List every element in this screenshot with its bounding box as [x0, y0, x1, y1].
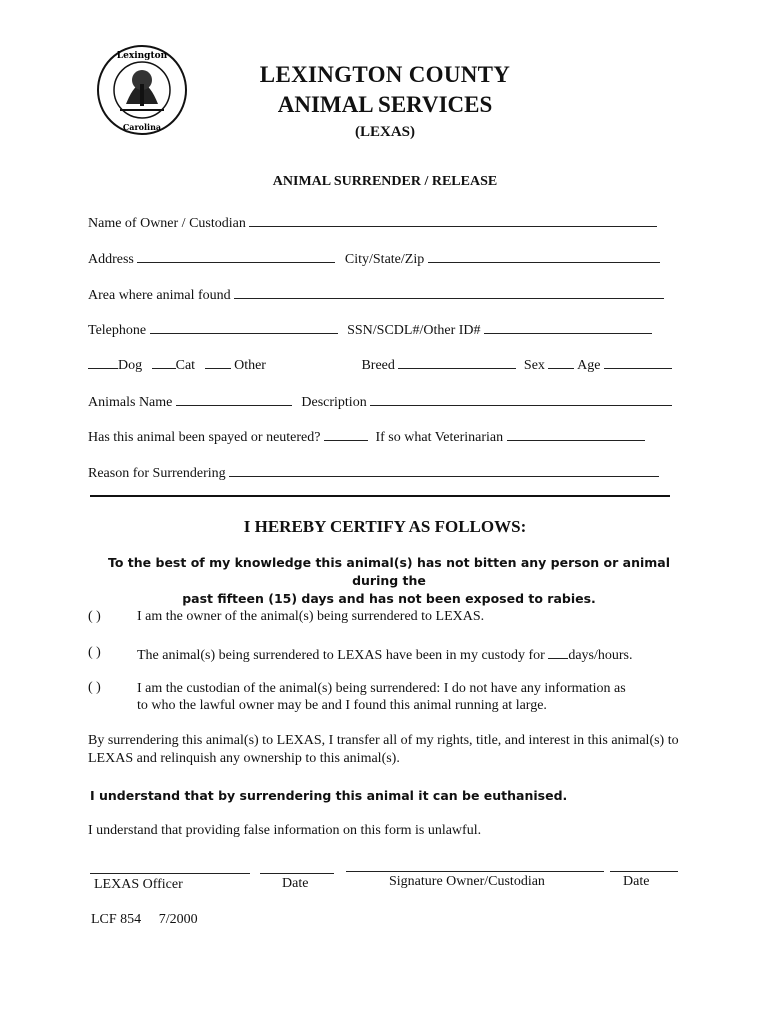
- option-custody-row: [137, 645, 633, 664]
- rabies-statement: [94, 554, 684, 608]
- form-title: ANIMAL SURRENDER / RELEASE: [272, 174, 498, 189]
- org-name-line2: ANIMAL SERVICES: [277, 92, 493, 117]
- svg-text:Lexington: Lexington: [116, 51, 168, 61]
- vet-label: If so what Veterinarian: [375, 430, 504, 445]
- age-label: Age: [577, 358, 601, 373]
- breed-field[interactable]: [398, 355, 516, 369]
- form-footer: [91, 912, 198, 928]
- org-abbrev: (LEXAS): [354, 124, 415, 140]
- dog-label: Dog: [118, 358, 143, 373]
- county-seal: [96, 44, 188, 136]
- ssn-field[interactable]: [484, 320, 652, 334]
- owner-date-label: Date: [623, 874, 650, 889]
- area-row: [88, 285, 664, 304]
- animal-name-field[interactable]: [176, 392, 292, 406]
- reason-extra-line[interactable]: [90, 495, 670, 497]
- other-label: Other: [234, 358, 266, 373]
- city-field[interactable]: [428, 249, 660, 263]
- sex-label: Sex: [523, 358, 545, 373]
- officer-label: LEXAS Officer: [94, 877, 183, 892]
- svg-text:Carolina: Carolina: [122, 122, 162, 132]
- telephone-field[interactable]: [150, 320, 338, 334]
- cat-check[interactable]: [152, 355, 176, 369]
- spayed-field[interactable]: [324, 427, 368, 441]
- transfer-statement: By surrendering this animal(s) to LEXAS, I transfer all of my rights, title, and interest in this animal(s) to LEXAS and relinquish any ownership to this animal(s).: [88, 733, 679, 766]
- option-owner-text: I am the owner of the animal(s) being surrendered to LEXAS.: [137, 609, 485, 624]
- spayed-label: Has this animal been spayed or neutered?: [88, 430, 321, 445]
- other-check[interactable]: [205, 355, 231, 369]
- officer-date-line[interactable]: [260, 873, 334, 874]
- telephone-label: Telephone: [88, 323, 147, 338]
- owner-label: Name of Owner / Custodian: [88, 216, 246, 231]
- owner-date-line[interactable]: [610, 871, 678, 872]
- option-custodian-line2: to who the lawful owner may be and I found this animal running at large.: [137, 698, 547, 713]
- owner-field[interactable]: [249, 213, 657, 227]
- animal-name-label: Animals Name: [88, 395, 173, 410]
- option-custody-checkbox[interactable]: ( ): [88, 645, 101, 660]
- species-row: [88, 355, 672, 374]
- area-label: Area where animal found: [88, 288, 231, 303]
- option-custody-text: The animal(s) being surrendered to LEXAS have been in my custody for: [137, 648, 545, 663]
- city-label: City/State/Zip: [344, 252, 425, 267]
- option-custodian-line1: I am the custodian of the animal(s) being surrendered: I do not have any information as: [137, 681, 626, 696]
- owner-row: [88, 213, 657, 232]
- euthanasia-statement: I understand that by surrendering this animal it can be euthanised.: [90, 788, 568, 803]
- rabies-statement-line2: past fifteen (15) days and has not been exposed to rabies.: [182, 591, 596, 606]
- rabies-statement-line1: To the best of my knowledge this animal(s) has not bitten any person or animal during the: [108, 555, 670, 588]
- officer-date-label: Date: [282, 876, 309, 891]
- vet-field[interactable]: [507, 427, 645, 441]
- owner-signature-label: Signature Owner/Custodian: [389, 874, 545, 889]
- breed-label: Breed: [361, 358, 395, 373]
- owner-signature-line[interactable]: [346, 871, 604, 872]
- spayed-row: [88, 427, 645, 446]
- address-field[interactable]: [137, 249, 335, 263]
- reason-field[interactable]: [229, 463, 659, 477]
- officer-signature-line[interactable]: [90, 873, 250, 874]
- option-custodian-checkbox[interactable]: ( ): [88, 680, 101, 695]
- org-name-line1: LEXINGTON COUNTY: [259, 62, 511, 87]
- sex-field[interactable]: [548, 355, 574, 369]
- description-field[interactable]: [370, 392, 672, 406]
- form-date: 7/2000: [158, 912, 198, 927]
- reason-row: [88, 463, 659, 482]
- age-field[interactable]: [604, 355, 672, 369]
- option-owner-checkbox[interactable]: ( ): [88, 609, 101, 624]
- reason-label: Reason for Surrendering: [88, 466, 226, 481]
- custody-duration-field[interactable]: [548, 645, 568, 659]
- telephone-row: [88, 320, 652, 339]
- area-field[interactable]: [234, 285, 664, 299]
- address-row: [88, 249, 660, 268]
- form-number: LCF 854: [91, 912, 142, 927]
- address-label: Address: [88, 252, 134, 267]
- dog-check[interactable]: [88, 355, 118, 369]
- certify-heading: I HEREBY CERTIFY AS FOLLOWS:: [243, 517, 527, 536]
- option-custodian-text: [137, 680, 626, 714]
- description-label: Description: [301, 395, 367, 410]
- ssn-label: SSN/SCDL#/Other ID#: [347, 323, 481, 338]
- false-info-statement: I understand that providing false information on this form is unlawful.: [88, 823, 482, 838]
- option-custody-unit: days/hours.: [568, 648, 633, 663]
- cat-label: Cat: [175, 358, 196, 373]
- animal-name-row: [88, 392, 672, 411]
